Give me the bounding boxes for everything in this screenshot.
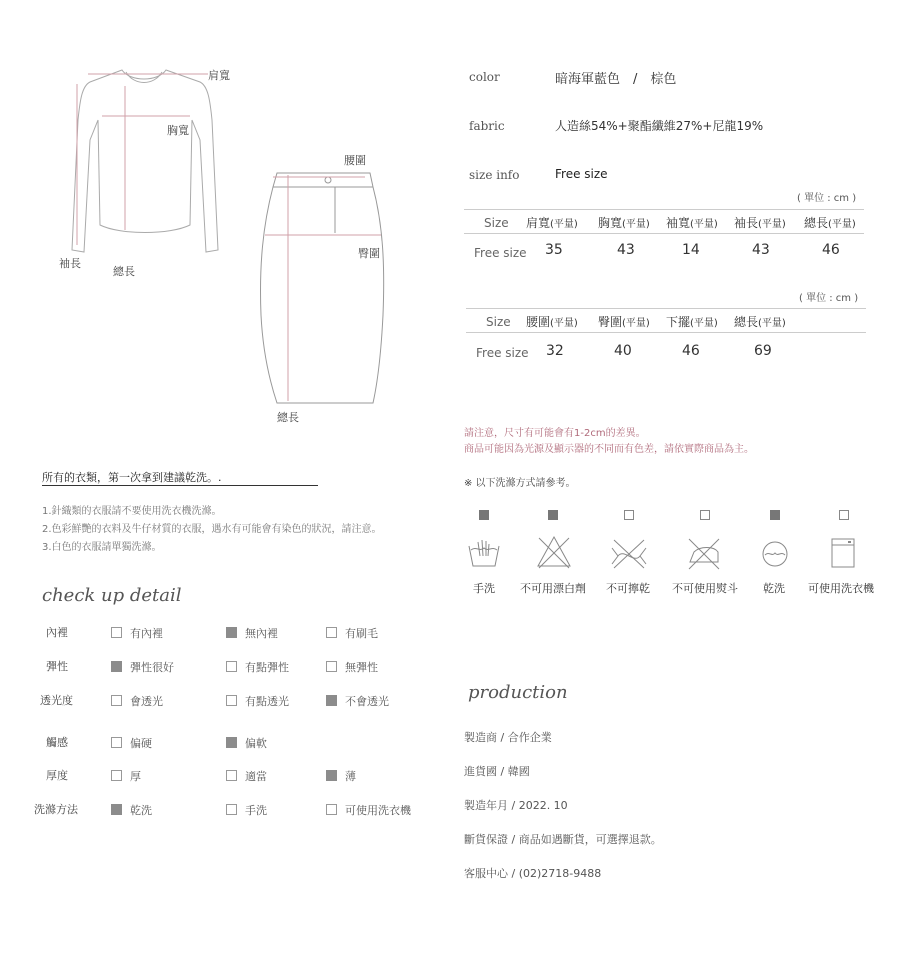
unchecked-box — [326, 627, 337, 638]
fabric-value: 人造絲54%+聚酯纖維27%+尼龍19% — [555, 119, 764, 133]
detail-option — [111, 625, 163, 641]
checked-box — [111, 661, 122, 672]
table1-header: 總長(平量) — [804, 216, 856, 230]
checked-box — [226, 737, 237, 748]
wash-label: 乾洗 — [763, 582, 785, 595]
unchecked-box — [326, 804, 337, 815]
production-line: 製造年月 / 2022. 10 — [464, 799, 568, 812]
size-warning: 請注意，尺寸有可能會有1-2cm的差異。 — [464, 428, 646, 439]
detail-option — [326, 768, 356, 784]
waist-label: 腰圍 — [344, 154, 366, 167]
detail-option-label: 有點彈性 — [245, 661, 289, 674]
chest-label: 胸寬 — [167, 124, 189, 137]
wash-label: 不可使用熨斗 — [672, 582, 738, 595]
detail-option-label: 薄 — [345, 770, 356, 783]
wash-label: 不可用漂白劑 — [520, 582, 586, 595]
detail-option-label: 手洗 — [245, 804, 267, 817]
skirt-length-label: 總長 — [277, 411, 299, 424]
unchecked-box — [111, 695, 122, 706]
detail-option — [226, 693, 289, 709]
wash-label: 手洗 — [473, 582, 495, 595]
detail-option-label: 偏軟 — [245, 737, 267, 750]
table2-header-size: Size — [486, 315, 511, 329]
shoulder-label: 肩寬 — [208, 69, 230, 82]
no-bleach-icon — [535, 534, 573, 570]
unchecked-box — [226, 695, 237, 706]
unchecked-box — [226, 804, 237, 815]
detail-row-name: 洗滌方法 — [34, 803, 78, 816]
detail-row-name: 內裡 — [46, 626, 68, 639]
detail-option — [326, 625, 378, 641]
table1-header: 肩寬(平量) — [526, 216, 578, 230]
detail-option — [226, 625, 278, 641]
table1-cell: 35 — [545, 242, 563, 258]
wash-checkbox — [624, 510, 634, 520]
table2-header: 總長(平量) — [734, 315, 786, 329]
care-title: 所有的衣類，第一次拿到建議乾洗。. — [42, 471, 222, 484]
top-length-label: 總長 — [113, 265, 135, 278]
table2-header: 腰圍(平量) — [526, 315, 578, 329]
wash-checkbox — [700, 510, 710, 520]
care-line: 2.色彩鮮艷的衣料及牛仔材質的衣服，遇水有可能會有染色的狀況，請注意。 — [42, 524, 382, 535]
detail-option-label: 偏硬 — [130, 737, 152, 750]
hand-wash-icon — [466, 536, 502, 570]
table1-cell: 46 — [822, 242, 840, 258]
table1-cell: 43 — [752, 242, 770, 258]
checked-box — [326, 770, 337, 781]
detail-option-label: 有內裡 — [130, 627, 163, 640]
wash-title: ※ 以下洗滌方式請參考。 — [464, 478, 576, 489]
detail-row-name: 透光度 — [40, 694, 73, 707]
detail-option-label: 有刷毛 — [345, 627, 378, 640]
detail-row-name: 彈性 — [46, 660, 68, 673]
checked-box — [226, 627, 237, 638]
production-line: 進貨國 / 韓國 — [464, 765, 530, 778]
size-info-value: Free size — [555, 167, 608, 181]
table1-header-size: Size — [484, 216, 509, 230]
size-info-label: size info — [469, 168, 520, 182]
wash-label: 不可擰乾 — [606, 582, 650, 595]
hip-label: 臀圍 — [358, 247, 380, 260]
no-wring-icon — [609, 536, 649, 570]
unchecked-box — [111, 627, 122, 638]
detail-option-label: 無內裡 — [245, 627, 278, 640]
production-line: 製造商 / 合作企業 — [464, 731, 552, 744]
detail-option — [226, 659, 289, 675]
detail-option — [226, 735, 267, 751]
color-value: 暗海軍藍色 / 棕色 — [555, 72, 677, 87]
table2-cell: Free size — [476, 346, 529, 360]
detail-option — [111, 659, 174, 675]
top-diagram — [50, 60, 240, 280]
table1-header: 胸寬(平量) — [598, 216, 650, 230]
unchecked-box — [111, 770, 122, 781]
table2-header: 下擺(平量) — [666, 315, 718, 329]
fabric-label: fabric — [469, 119, 505, 133]
wash-checkbox — [839, 510, 849, 520]
production-line: 客服中心 / (02)2718-9488 — [464, 867, 602, 880]
skirt-diagram — [255, 165, 390, 410]
detail-option — [326, 802, 411, 818]
detail-option — [111, 768, 141, 784]
color-warning: 商品可能因為光源及顯示器的不同而有色差，請依實際商品為主。 — [464, 444, 754, 455]
checked-box — [111, 804, 122, 815]
detail-option-label: 不會透光 — [345, 695, 389, 708]
detail-option-label: 可使用洗衣機 — [345, 804, 411, 817]
detail-heading: check up detail — [42, 585, 182, 606]
detail-option-label: 適當 — [245, 770, 267, 783]
table1-cell: 43 — [617, 242, 635, 258]
washing-machine-icon — [829, 536, 857, 570]
sleeve-label: 袖長 — [59, 257, 81, 270]
detail-option-label: 有點透光 — [245, 695, 289, 708]
table1-cell: Free size — [474, 246, 527, 260]
detail-option — [326, 693, 389, 709]
table1-header: 袖長(平量) — [734, 216, 786, 230]
detail-option — [226, 802, 267, 818]
table1-cell: 14 — [682, 242, 700, 258]
table2-cell: 46 — [682, 343, 700, 359]
detail-option-label: 會透光 — [130, 695, 163, 708]
detail-option — [326, 659, 378, 675]
table2-cell: 69 — [754, 343, 772, 359]
wash-checkbox — [770, 510, 780, 520]
unchecked-box — [111, 737, 122, 748]
production-line: 斷貨保證 / 商品如遇斷貨，可選擇退款。 — [464, 833, 662, 846]
detail-option — [226, 768, 267, 784]
detail-option-label: 厚 — [130, 770, 141, 783]
unchecked-box — [326, 661, 337, 672]
detail-option — [111, 693, 163, 709]
detail-option — [111, 735, 152, 751]
detail-option-label: 無彈性 — [345, 661, 378, 674]
unchecked-box — [226, 770, 237, 781]
table2-cell: 32 — [546, 343, 564, 359]
detail-option-label: 彈性很好 — [130, 661, 174, 674]
unchecked-box — [226, 661, 237, 672]
care-line: 1.針織類的衣服請不要使用洗衣機洗滌。 — [42, 506, 222, 517]
table2-unit: ( 單位 : cm ) — [799, 293, 859, 304]
detail-row-name: 觸感 — [46, 736, 68, 749]
table2-cell: 40 — [614, 343, 632, 359]
detail-option-label: 乾洗 — [130, 804, 152, 817]
production-heading: production — [468, 682, 568, 703]
table1-header: 袖寬(平量) — [666, 216, 718, 230]
color-label: color — [469, 70, 500, 84]
table2-header: 臀圍(平量) — [598, 315, 650, 329]
dry-clean-icon — [760, 539, 790, 569]
no-iron-icon — [686, 536, 722, 570]
wash-label: 可使用洗衣機 — [808, 582, 874, 595]
detail-row-name: 厚度 — [46, 769, 68, 782]
checked-box — [326, 695, 337, 706]
detail-option — [111, 802, 152, 818]
wash-checkbox — [548, 510, 558, 520]
care-line: 3.白色的衣服請單獨洗滌。 — [42, 542, 162, 553]
wash-checkbox — [479, 510, 489, 520]
table1-unit: ( 單位 : cm ) — [797, 193, 857, 204]
